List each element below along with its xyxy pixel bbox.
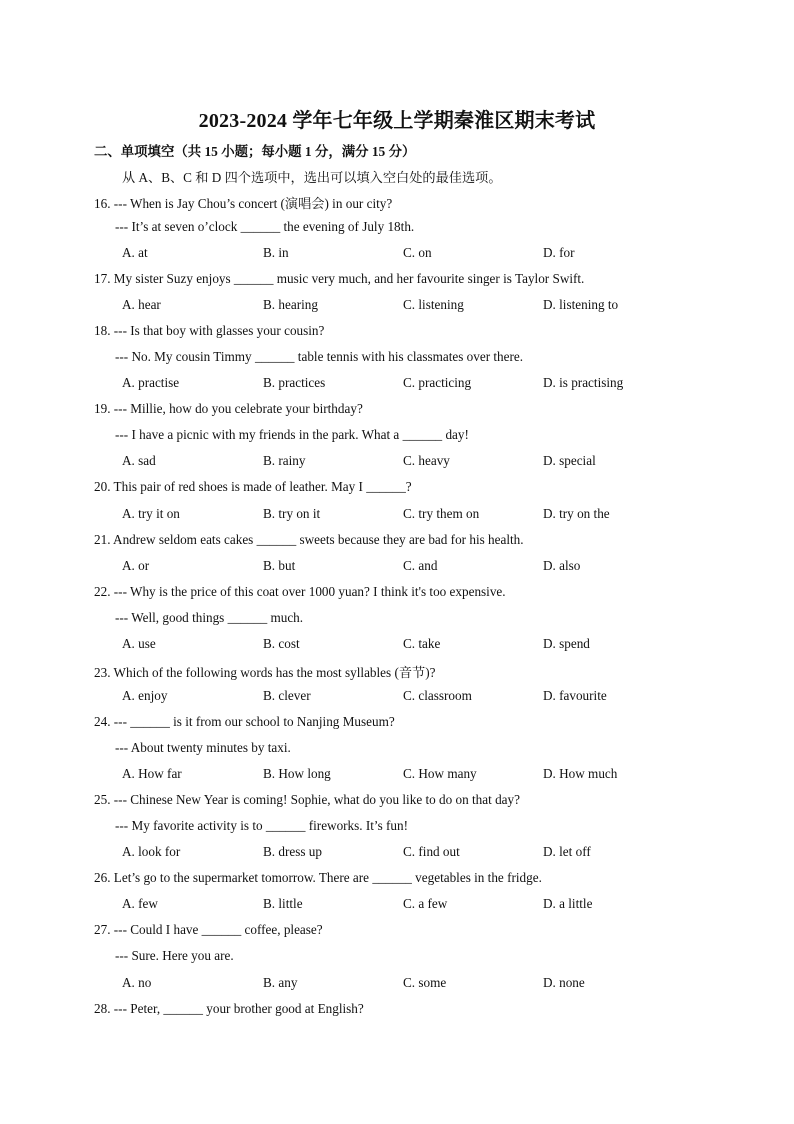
- question-27-reply: --- Sure. Here you are.: [115, 948, 234, 963]
- question-19-option-a: A. sad: [122, 453, 156, 468]
- question-23-option-c: C. classroom: [403, 688, 472, 703]
- question-22-option-a: A. use: [122, 636, 156, 651]
- question-26-option-b: B. little: [263, 896, 303, 911]
- question-27-option-d: D. none: [543, 975, 585, 990]
- question-27-option-c: C. some: [403, 975, 447, 990]
- question-25-stem: 25. --- Chinese New Year is coming! Sophie, what do you like to do on that day?: [94, 792, 520, 807]
- question-19-option-b: B. rainy: [263, 453, 306, 468]
- question-19-option-c: C. heavy: [403, 453, 450, 468]
- question-24-option-c: C. How many: [403, 766, 477, 781]
- question-17-option-b: B. hearing: [263, 297, 318, 312]
- section-heading: 二、单项填空（共 15 小题；每小题 1 分，满分 15 分）: [94, 144, 416, 159]
- question-22-option-c: C. take: [403, 636, 441, 651]
- question-17-stem: 17. My sister Suzy enjoys ______ music very much, and her favourite singer is Taylor Swift.: [94, 271, 585, 286]
- question-17-option-a: A. hear: [122, 297, 161, 312]
- question-17-option-c: C. listening: [403, 297, 464, 312]
- question-16-option-c: C. on: [403, 245, 432, 260]
- question-16-reply: --- It’s at seven o’clock ______ the evening of July 18th.: [115, 219, 415, 234]
- exam-title: 2023-2024 学年七年级上学期秦淮区期末考试: [198, 110, 596, 132]
- question-25-option-c: C. find out: [403, 844, 460, 859]
- question-22-stem: 22. --- Why is the price of this coat over 1000 yuan? I think it's too expensive.: [94, 584, 506, 599]
- question-26-option-d: D. a little: [543, 896, 593, 911]
- question-24-reply: --- About twenty minutes by taxi.: [115, 740, 291, 755]
- question-18-option-d: D. is practising: [543, 375, 624, 390]
- question-23-stem: 23. Which of the following words has the most syllables (音节)?: [94, 665, 436, 680]
- question-21-option-b: B. but: [263, 558, 296, 573]
- question-19-reply: --- I have a picnic with my friends in the park. What a ______ day!: [115, 427, 469, 442]
- question-19-stem: 19. --- Millie, how do you celebrate your birthday?: [94, 401, 363, 416]
- question-25-option-d: D. let off: [543, 844, 591, 859]
- question-25-option-a: A. look for: [122, 844, 181, 859]
- question-21-option-c: C. and: [403, 558, 438, 573]
- question-18-option-c: C. practicing: [403, 375, 472, 390]
- question-21-option-a: A. or: [122, 558, 150, 573]
- question-22-reply: --- Well, good things ______ much.: [115, 610, 304, 625]
- question-24-stem: 24. --- ______ is it from our school to Nanjing Museum?: [94, 714, 395, 729]
- question-16-option-d: D. for: [543, 245, 575, 260]
- question-24-option-a: A. How far: [122, 766, 182, 781]
- question-20-stem: 20. This pair of red shoes is made of leather. May I ______?: [94, 479, 412, 494]
- instruction: 从 A、B、C 和 D 四个选项中，选出可以填入空白处的最佳选项。: [122, 170, 502, 185]
- question-23-option-a: A. enjoy: [122, 688, 168, 703]
- question-18-option-b: B. practices: [263, 375, 326, 390]
- question-26-option-a: A. few: [122, 896, 158, 911]
- question-16-option-b: B. in: [263, 245, 289, 260]
- question-20-option-a: A. try it on: [122, 506, 180, 521]
- question-28-stem: 28. --- Peter, ______ your brother good at English?: [94, 1001, 364, 1016]
- question-25-option-b: B. dress up: [263, 844, 322, 859]
- question-23-option-d: D. favourite: [543, 688, 607, 703]
- question-17-option-d: D. listening to: [543, 297, 619, 312]
- question-20-option-d: D. try on the: [543, 506, 610, 521]
- question-20-option-b: B. try on it: [263, 506, 321, 521]
- question-22-option-b: B. cost: [263, 636, 300, 651]
- question-18-stem: 18. --- Is that boy with glasses your cousin?: [94, 323, 325, 338]
- question-26-option-c: C. a few: [403, 896, 448, 911]
- question-20-option-c: C. try them on: [403, 506, 480, 521]
- question-27-option-b: B. any: [263, 975, 298, 990]
- question-18-option-a: A. practise: [122, 375, 180, 390]
- question-18-reply: --- No. My cousin Timmy ______ table tennis with his classmates over there.: [115, 349, 524, 364]
- question-19-option-d: D. special: [543, 453, 596, 468]
- question-24-option-b: B. How long: [263, 766, 331, 781]
- question-27-option-a: A. no: [122, 975, 152, 990]
- question-23-option-b: B. clever: [263, 688, 311, 703]
- question-27-stem: 27. --- Could I have ______ coffee, please?: [94, 922, 323, 937]
- question-26-stem: 26. Let’s go to the supermarket tomorrow. There are ______ vegetables in the fridge.: [94, 870, 542, 885]
- question-24-option-d: D. How much: [543, 766, 618, 781]
- question-16-stem: 16. --- When is Jay Chou’s concert (演唱会) in our city?: [94, 196, 393, 211]
- question-16-option-a: A. at: [122, 245, 148, 260]
- question-25-reply: --- My favorite activity is to ______ fireworks. It’s fun!: [115, 818, 408, 833]
- question-21-option-d: D. also: [543, 558, 581, 573]
- question-22-option-d: D. spend: [543, 636, 590, 651]
- question-21-stem: 21. Andrew seldom eats cakes ______ sweets because they are bad for his health.: [94, 532, 524, 547]
